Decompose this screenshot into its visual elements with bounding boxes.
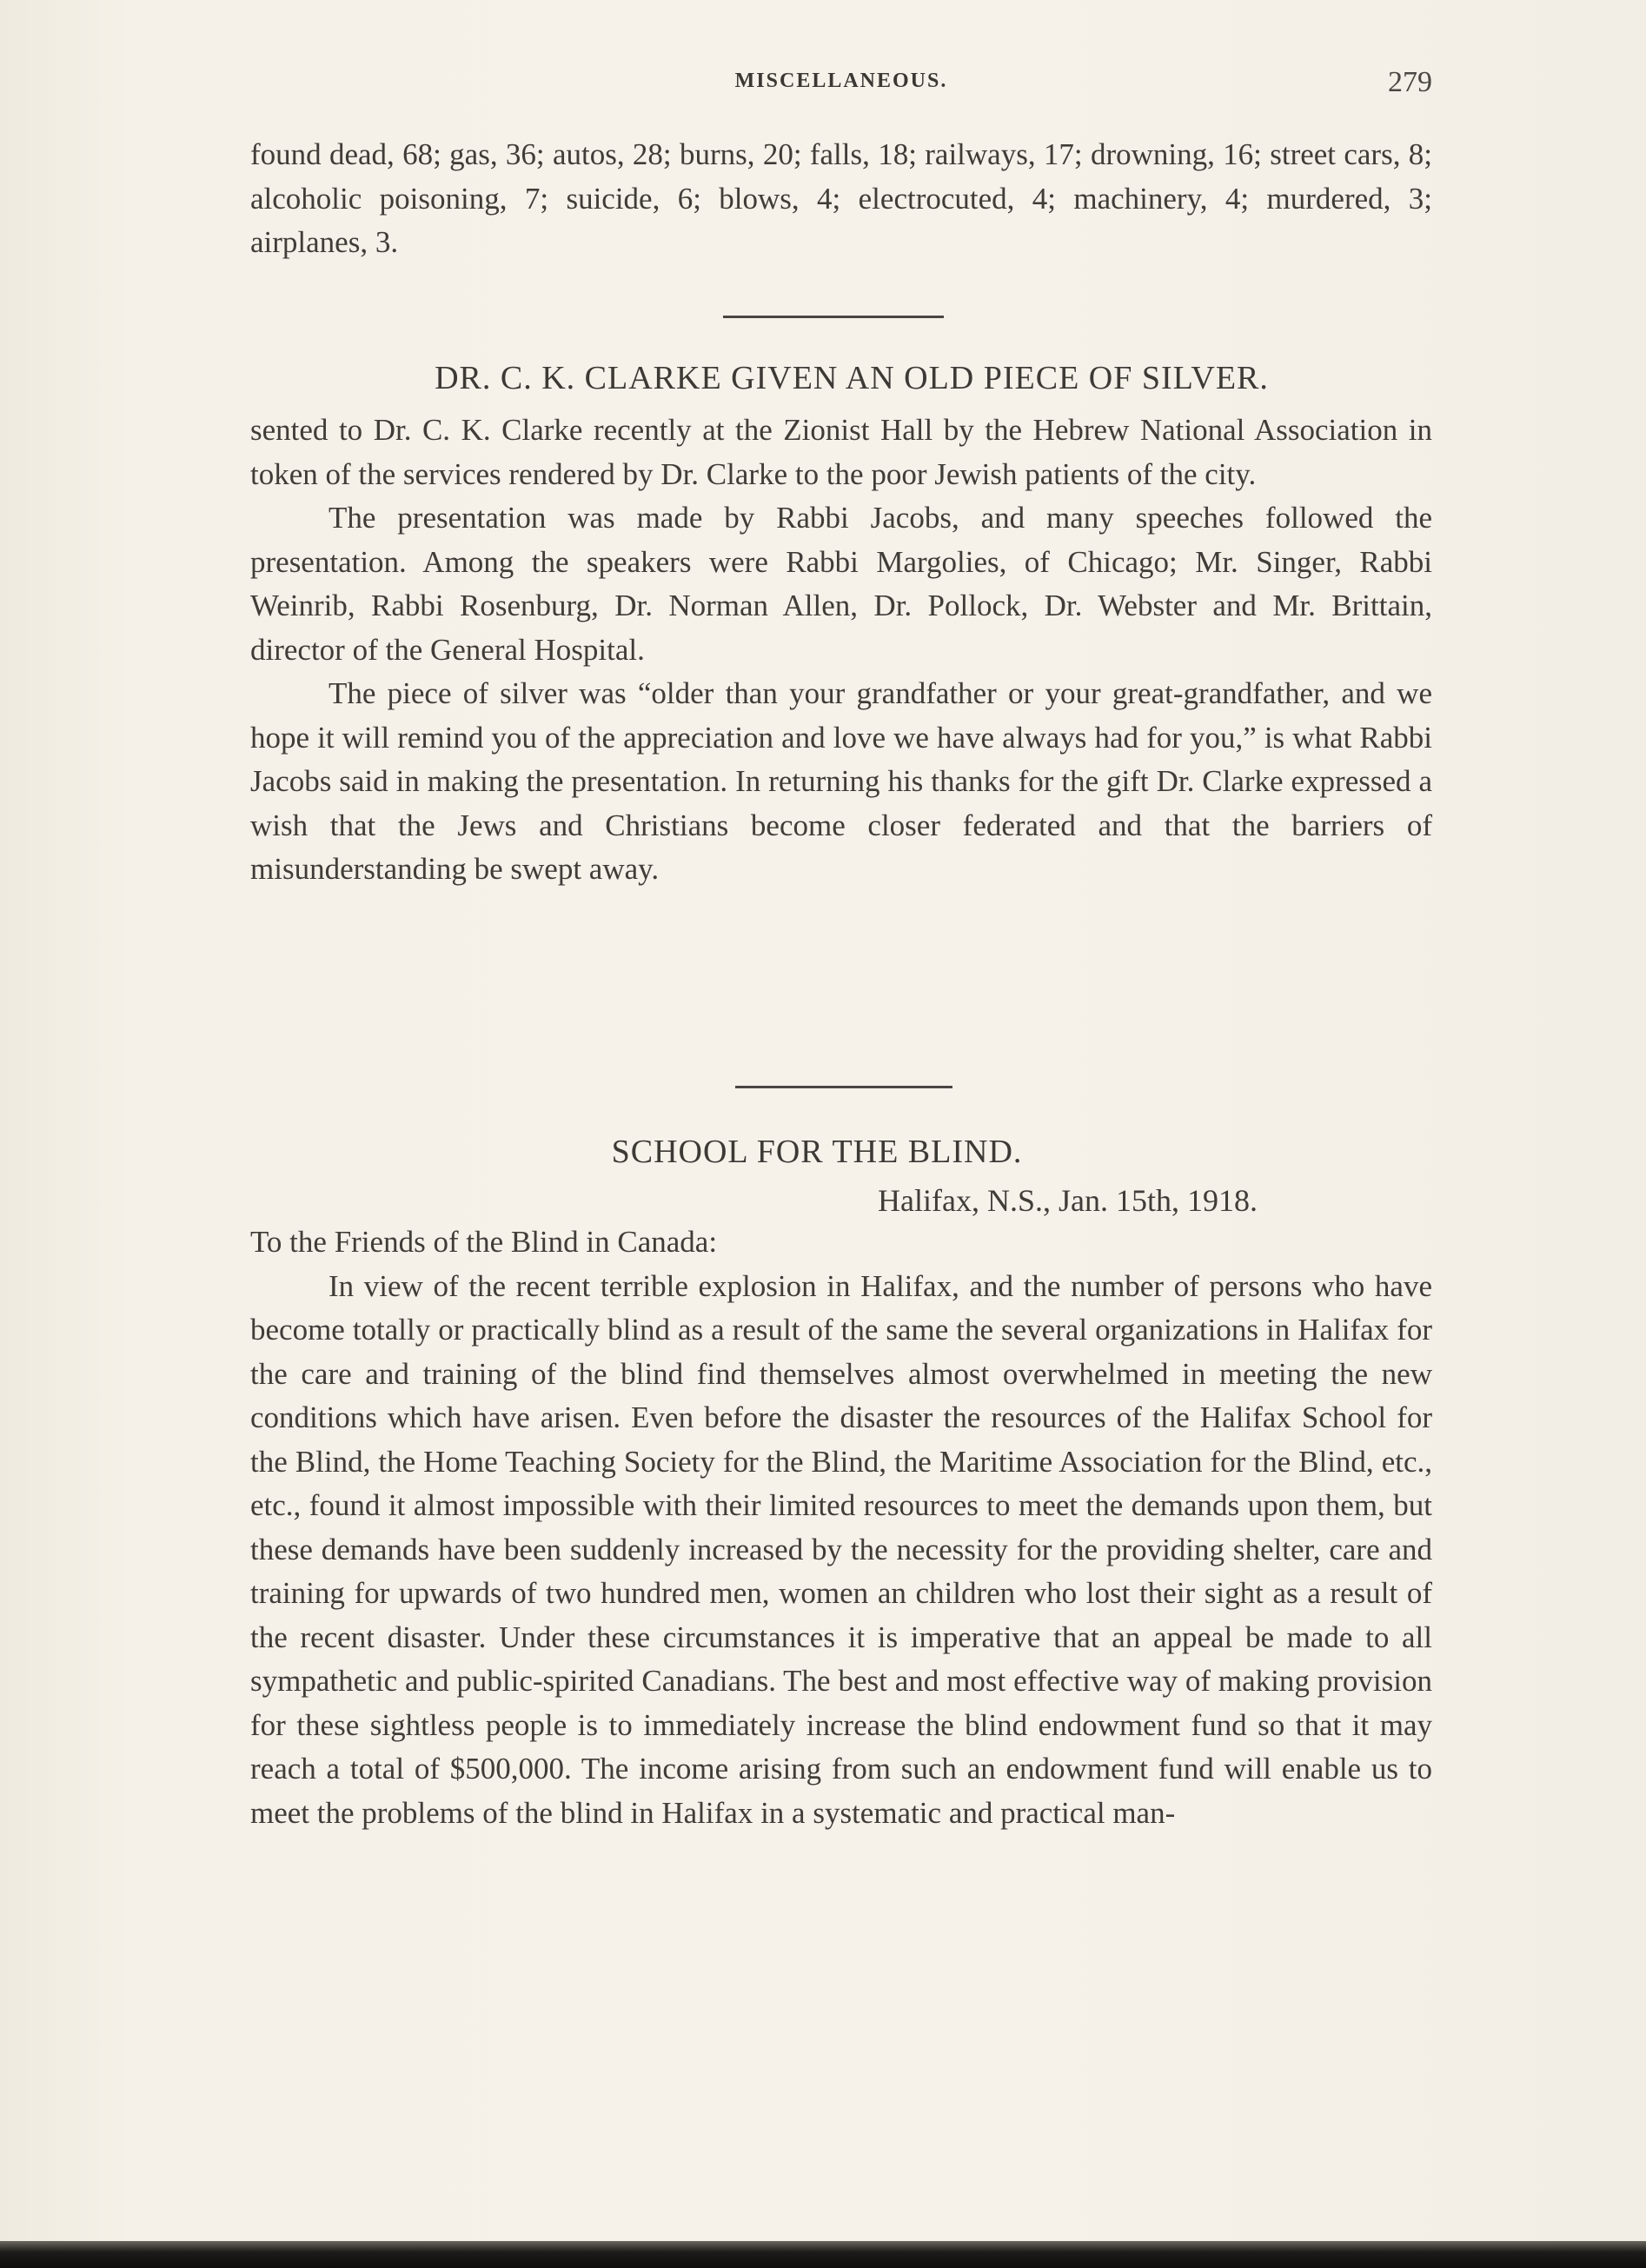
article-title: SCHOOL FOR THE BLIND.	[611, 1134, 1023, 1170]
paragraph: sented to Dr. C. K. Clarke recently at the Zionist Hall by the Hebrew National Association in token of the services rendered by Dr. Clarke to the poor Jewish patients of the city.	[250, 413, 1432, 491]
intro-section	[250, 133, 1432, 265]
article-title: DR. C. K. CLARKE GIVEN AN OLD PIECE OF SILVER.	[435, 360, 1269, 396]
running-head: MISCELLANEOUS.	[734, 70, 948, 92]
article-body	[250, 409, 1432, 892]
letter-body	[250, 1220, 1432, 1835]
salutation: To the Friends of the Blind in Canada:	[250, 1225, 718, 1259]
paragraph: In view of the recent terrible explosion in Halifax, and the number of persons who have become totally or practically blind as a result of the same the several organizations in Halifax for the care and training of the blind find themselves almost overwhelmed in meeting the new conditions which have arisen. Even before the disaster the resources of the Halifax School for the Blind, the Home Teaching Society for the Blind, the Maritime Association for the Blind, etc., etc., found it almost impossible with their limited resources to meet the demands upon them, but these demands have been suddenly increased by the necessity for the providing shelter, care and training for upwards of two hundred men, women an children who lost their sight as a result of the recent disaster. Under these circumstances it is imperative that an appeal be made to all sympathetic and public-spirited Canadians. The best and most effective way of making provision for these sightless people is to immediately increase the blind endowment fund so that it may reach a total of $500,000. The income arising from such an endowment fund will enable us to meet the problems of the blind in Halifax in a systematic and practical man-	[250, 1268, 1432, 1830]
section-divider	[735, 1086, 952, 1088]
section-divider	[723, 316, 944, 318]
paragraph: The piece of silver was “older than your grandfather or your great-grandfather, and we hope it will remind you of the appreciation and love we have always had for you,” is what Rabbi Jacobs said in making the presentation. In returning his thanks for the gift Dr. Clarke expressed a wish that the Jews and Christians become closer federated and that the barriers of misunderstanding be swept away.	[250, 676, 1432, 886]
dateline: Halifax, N.S., Jan. 15th, 1918.	[878, 1183, 1258, 1218]
page-header	[250, 66, 1432, 101]
paragraph: The presentation was made by Rabbi Jacobs, and many speeches followed the presentation. Among the speakers were Rabbi Margolies, of Chicago; Mr. Singer, Rabbi Weinrib, Rabbi Rosenburg, Dr. Norman Allen, Dr. Pollock, Dr. Webster and Mr. Brittain, director of the General Hospital.	[250, 501, 1432, 667]
page-number: 279	[1388, 66, 1432, 98]
intro-paragraph: found dead, 68; gas, 36; autos, 28; burns, 20; falls, 18; railways, 17; drowning, 16; street cars, 8; alcoholic poisoning, 7; suicide, 6; blows, 4; electrocuted, 4; machinery, 4; murdered, 3; airplanes, 3.	[250, 137, 1432, 259]
scan-edge-shadow	[0, 2241, 1646, 2268]
